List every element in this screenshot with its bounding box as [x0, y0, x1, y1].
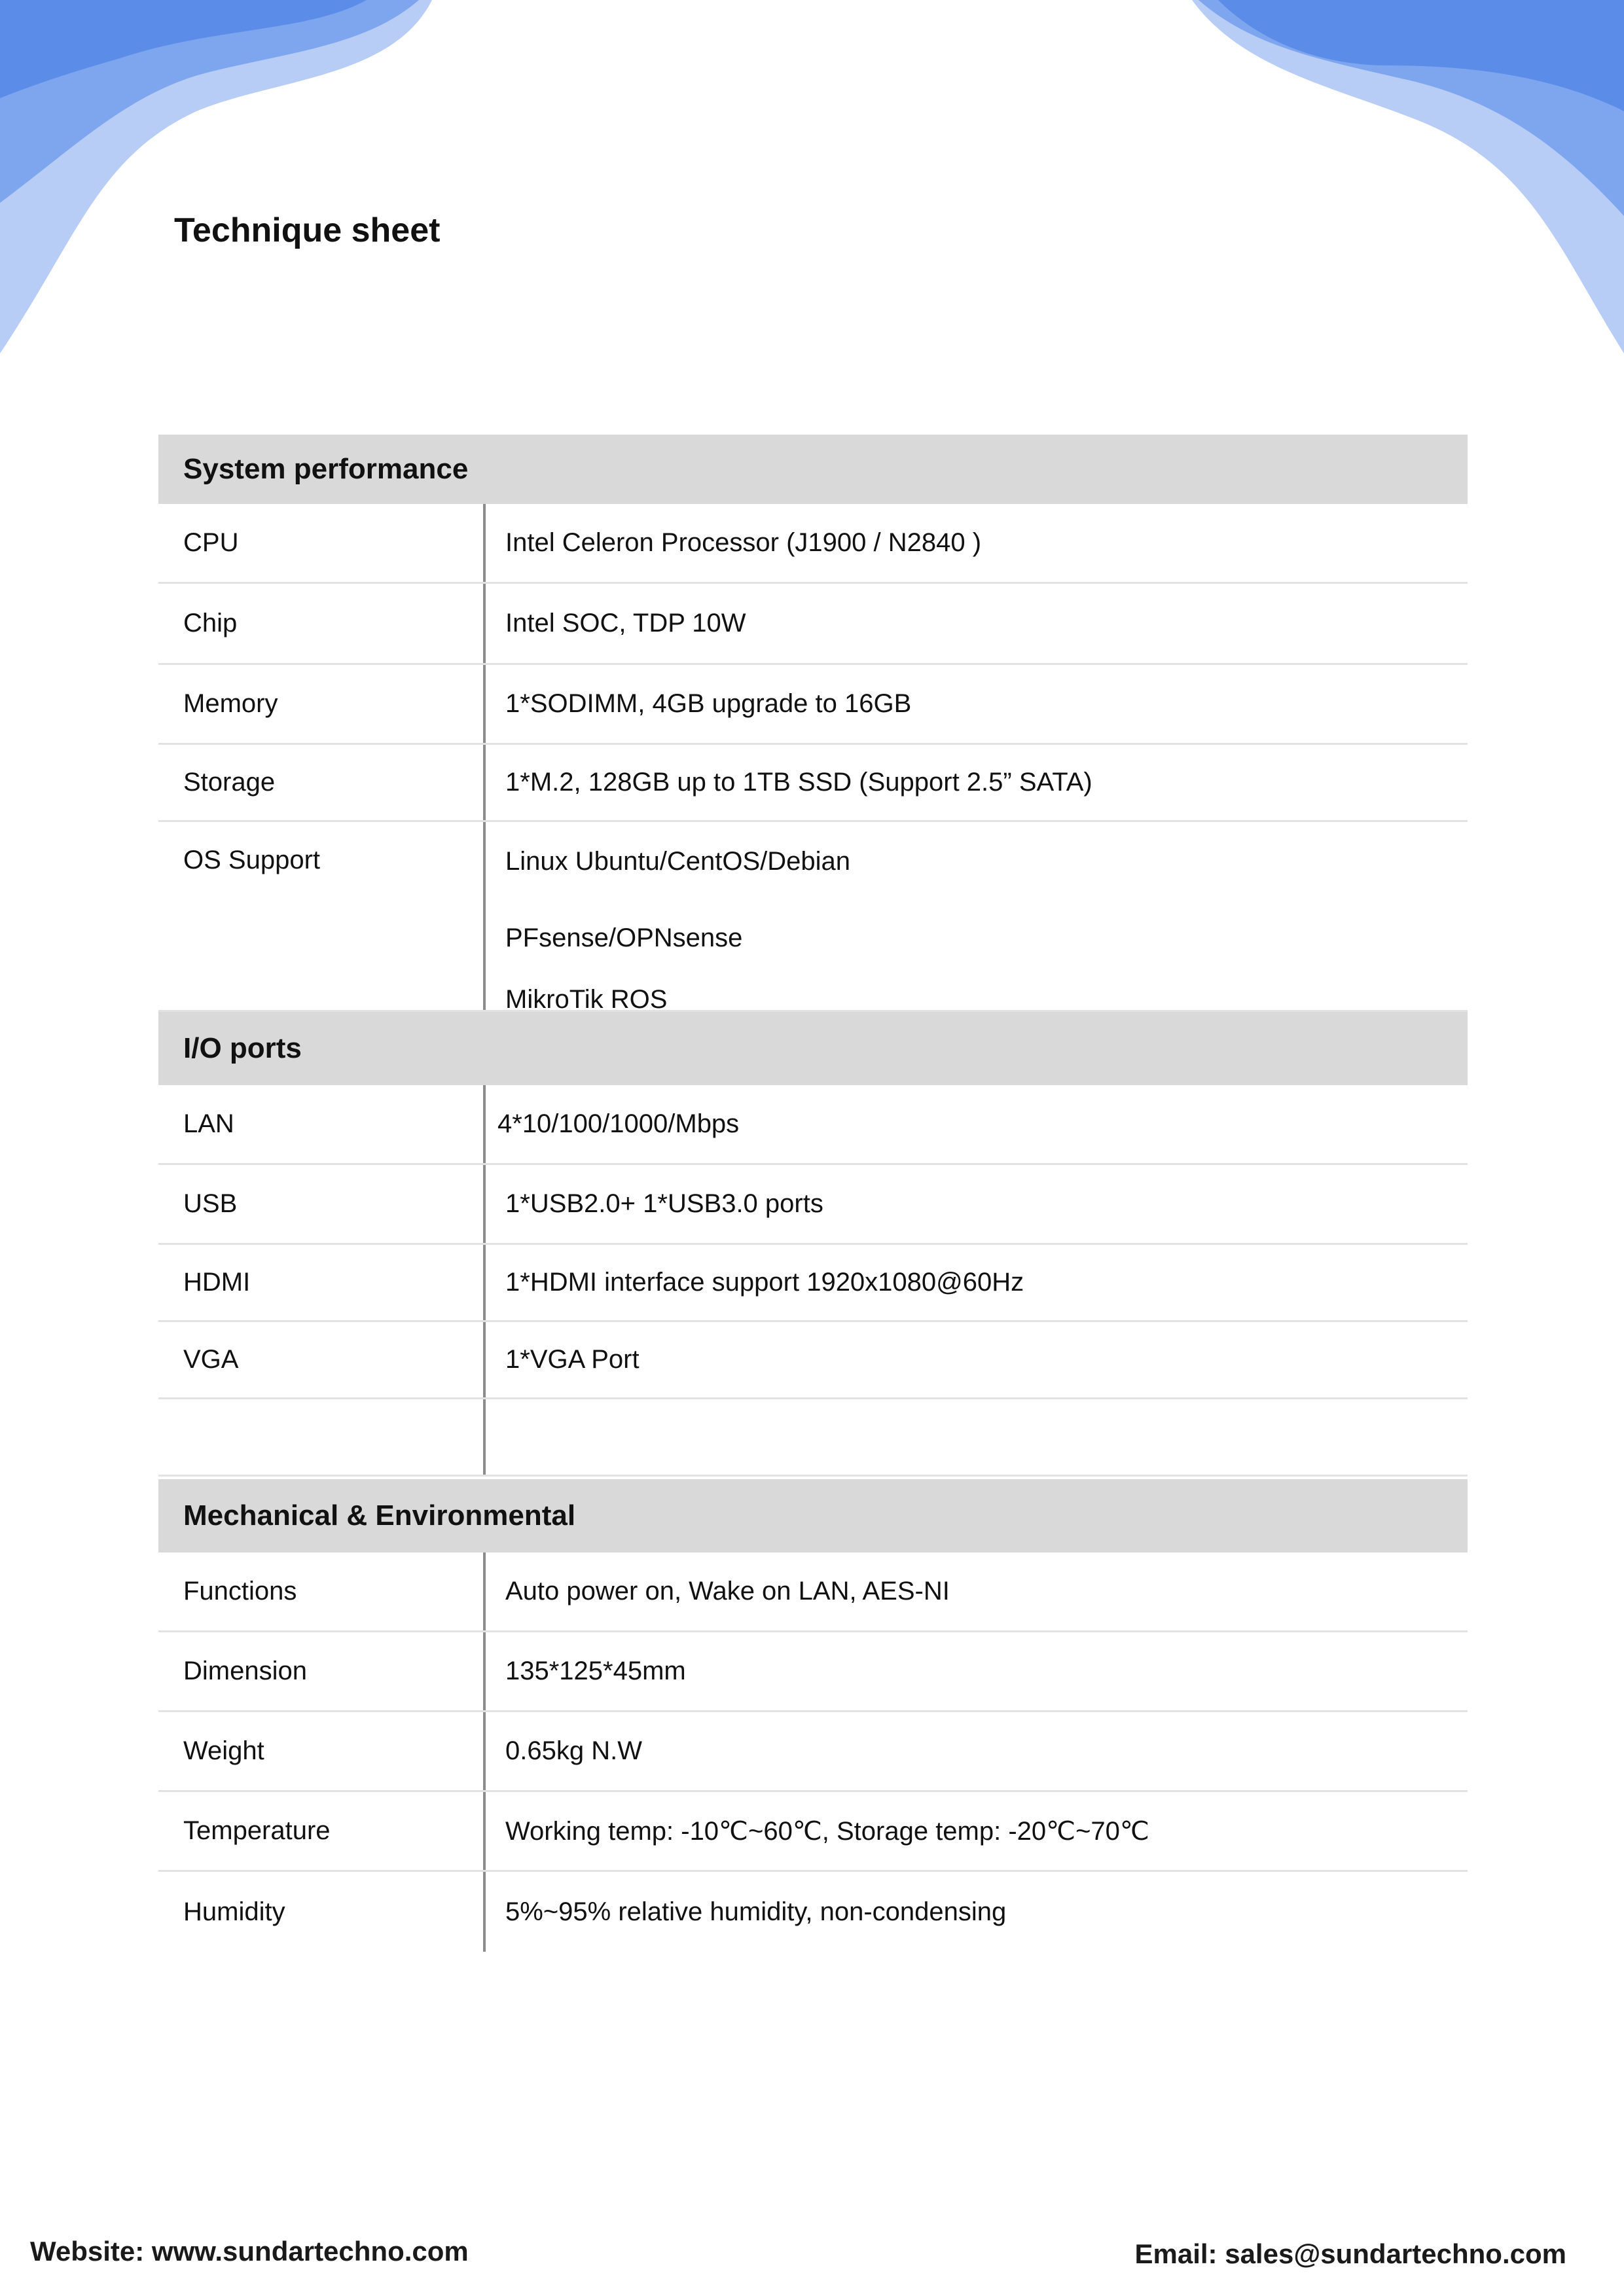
row-value: 0.65kg N.W: [505, 1736, 642, 1765]
table-row: [158, 1632, 1468, 1712]
row-value: 1*VGA Port: [505, 1345, 640, 1374]
row-label: Temperature: [158, 1792, 486, 1870]
row-label: OS Support: [158, 822, 486, 1010]
spec-table: [158, 435, 1468, 1952]
table-row: [158, 504, 1468, 584]
row-value-empty: [486, 1399, 1468, 1475]
row-value: 1*SODIMM, 4GB upgrade to 16GB: [505, 689, 912, 718]
row-label: CPU: [158, 504, 486, 582]
footer-email: Email: sales@sundartechno.com: [1134, 2238, 1566, 2269]
section-header-mechanical-environmental: Mechanical & Environmental: [158, 1479, 1468, 1552]
row-value-list: [486, 822, 1468, 1014]
row-label: LAN: [158, 1085, 486, 1163]
table-row: [158, 1712, 1468, 1792]
os-item: Linux Ubuntu/CentOS/Debian: [505, 847, 850, 876]
row-label: Memory: [158, 665, 486, 743]
row-value: 4*10/100/1000/Mbps: [497, 1109, 740, 1138]
table-row: [158, 1872, 1468, 1952]
row-label: Storage: [158, 745, 486, 820]
row-label: Chip: [158, 584, 486, 663]
table-row: [158, 745, 1468, 822]
row-label: Functions: [158, 1552, 486, 1630]
table-row: [158, 822, 1468, 1012]
footer-website: Website: www.sundartechno.com: [30, 2236, 469, 2267]
section-header-system-performance: System performance: [158, 435, 1468, 504]
table-row: [158, 1085, 1468, 1165]
row-value: Intel SOC, TDP 10W: [505, 609, 746, 637]
row-value: 135*125*45mm: [505, 1657, 686, 1685]
row-value: 1*HDMI interface support 1920x1080@60Hz: [505, 1268, 1024, 1297]
os-item: PFsense/OPNsense: [505, 924, 743, 952]
row-value: 1*USB2.0+ 1*USB3.0 ports: [505, 1189, 823, 1218]
row-value: Working temp: -10℃~60℃, Storage temp: -20℃~70℃: [505, 1816, 1149, 1846]
row-value: Intel Celeron Processor (J1900 / N2840 ): [505, 528, 982, 557]
table-row: [158, 1322, 1468, 1399]
row-label: Humidity: [158, 1872, 486, 1952]
row-label: HDMI: [158, 1245, 486, 1320]
row-label: USB: [158, 1165, 486, 1243]
row-value: Auto power on, Wake on LAN, AES-NI: [505, 1577, 950, 1605]
row-label: VGA: [158, 1322, 486, 1397]
section-header-io-ports: I/O ports: [158, 1012, 1468, 1085]
top-left-wave-decoration: [0, 0, 432, 353]
top-right-wave-decoration: [1192, 0, 1624, 353]
table-row: [158, 1165, 1468, 1245]
table-row-empty: [158, 1399, 1468, 1477]
page-title: Technique sheet: [174, 211, 441, 249]
table-row: [158, 1245, 1468, 1322]
row-value: 1*M.2, 128GB up to 1TB SSD (Support 2.5” SATA): [505, 768, 1092, 797]
row-value: 5%~95% relative humidity, non-condensing: [505, 1897, 1007, 1926]
table-row: [158, 1552, 1468, 1632]
row-label: Weight: [158, 1712, 486, 1790]
row-label: Dimension: [158, 1632, 486, 1710]
row-label-empty: [158, 1399, 486, 1475]
table-row: [158, 584, 1468, 665]
table-row: [158, 1792, 1468, 1872]
table-row: [158, 665, 1468, 745]
os-item: MikroTik ROS: [505, 985, 668, 1014]
